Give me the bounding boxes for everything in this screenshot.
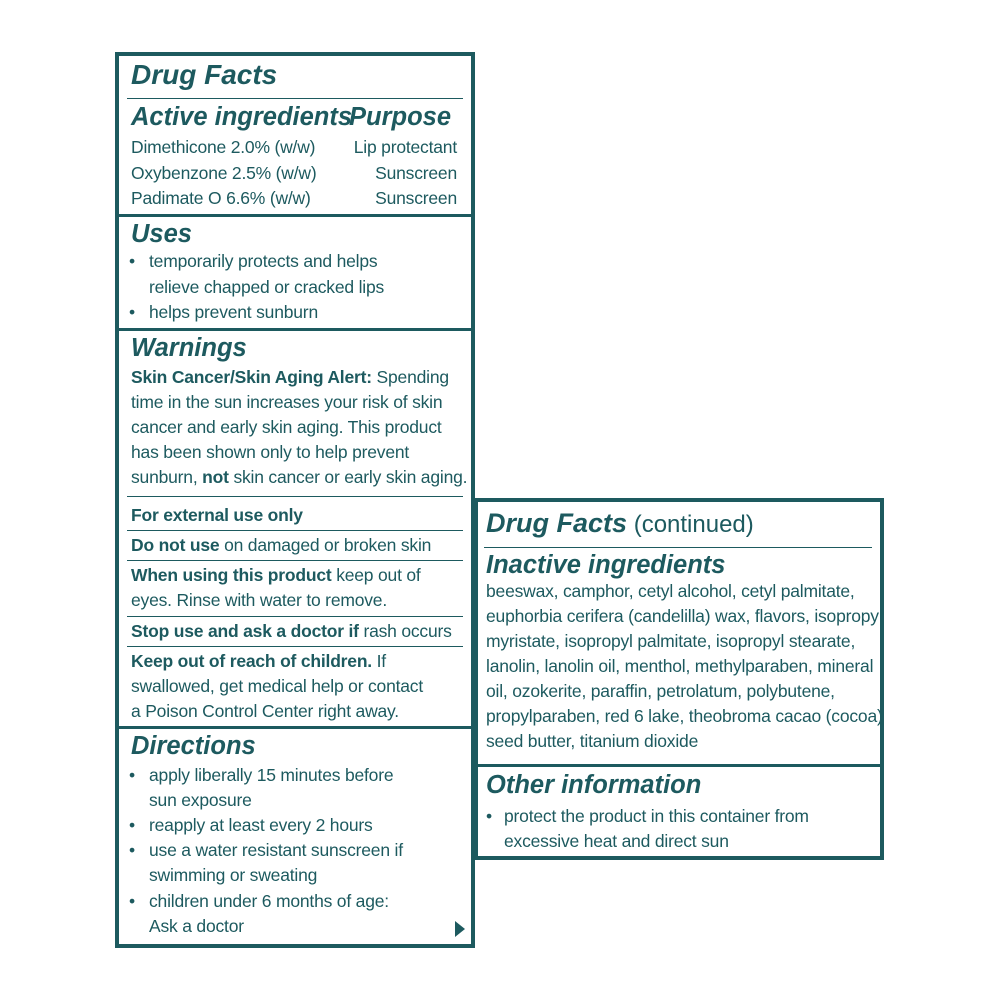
active-ingredient-3: Padimate O 6.6% (w/w) — [131, 188, 311, 208]
inactive-line-4: lanolin, lanolin oil, menthol, methylparaben, mineral — [486, 656, 874, 676]
keep-out-cont-1: swallowed, get medical help or contact — [131, 676, 424, 696]
other-information-heading: Other information — [486, 771, 702, 799]
direction-4: children under 6 months of age: — [149, 891, 389, 911]
inactive-line-7: seed butter, titanium dioxide — [486, 731, 699, 751]
divider — [127, 646, 463, 647]
direction-3-cont: swimming or sweating — [149, 865, 318, 885]
purpose-3: Sunscreen — [375, 188, 457, 208]
divider — [127, 496, 463, 497]
inactive-line-3: myristate, isopropyl palmitate, isopropyl stearate, — [486, 631, 856, 651]
other-info-item: protect the product in this container from — [504, 806, 809, 826]
divider — [127, 616, 463, 617]
bullet: • — [129, 251, 136, 271]
purpose-2: Sunscreen — [375, 163, 457, 183]
direction-1-cont: sun exposure — [149, 790, 252, 810]
direction-4-cont: Ask a doctor — [149, 916, 244, 936]
when-using: When using this product keep out of — [131, 565, 421, 585]
panel-title: Drug Facts — [131, 59, 278, 90]
inactive-ingredients-heading: Inactive ingredients — [486, 551, 726, 579]
alert-line-3: cancer and early skin aging. This product — [131, 417, 442, 437]
uses-item-1: temporarily protects and helps — [149, 251, 378, 271]
uses-heading: Uses — [131, 220, 192, 248]
bullet: • — [129, 840, 136, 860]
direction-3: use a water resistant sunscreen if — [149, 840, 403, 860]
directions-heading: Directions — [131, 732, 256, 760]
alert-line-4: has been shown only to help prevent — [131, 442, 410, 462]
keep-out-of-reach: Keep out of reach of children. If — [131, 651, 386, 671]
active-ingredient-2: Oxybenzone 2.5% (w/w) — [131, 163, 317, 183]
inactive-line-6: propylparaben, red 6 lake, theobroma cacao (cocoa) — [486, 706, 883, 726]
alert-line-2: time in the sun increases your risk of skin — [131, 392, 443, 412]
external-use-only: For external use only — [131, 505, 303, 525]
stop-use: Stop use and ask a doctor if rash occurs — [131, 621, 452, 641]
divider — [484, 547, 872, 548]
drug-facts-continued-panel — [474, 498, 884, 860]
inactive-line-1: beeswax, camphor, cetyl alcohol, cetyl palmitate, — [486, 581, 855, 601]
divider — [127, 530, 463, 531]
uses-item-1-cont: relieve chapped or cracked lips — [149, 277, 385, 297]
keep-out-cont-2: a Poison Control Center right away. — [131, 701, 399, 721]
other-info-item-cont: excessive heat and direct sun — [504, 831, 729, 851]
bullet: • — [486, 806, 493, 826]
bullet: • — [129, 891, 136, 911]
purpose-1: Lip protectant — [353, 137, 457, 157]
divider — [127, 98, 463, 99]
warnings-heading: Warnings — [131, 334, 247, 362]
section-divider — [478, 764, 880, 767]
inactive-line-5: oil, ozokerite, paraffin, petrolatum, polybutene, — [486, 681, 835, 701]
purpose-heading: Purpose — [349, 103, 452, 131]
divider — [127, 560, 463, 561]
panel-title: Drug Facts (continued) — [486, 508, 754, 538]
section-divider — [119, 726, 471, 729]
continue-arrow-icon — [455, 921, 465, 937]
bullet: • — [129, 765, 136, 785]
bullet: • — [129, 815, 136, 835]
alert-line-5: sunburn, not skin cancer or early skin aging. — [131, 467, 468, 487]
drug-facts-panel — [115, 52, 475, 948]
section-divider — [119, 214, 471, 217]
do-not-use: Do not use on damaged or broken skin — [131, 535, 432, 555]
inactive-line-2: euphorbia cerifera (candelilla) wax, flavors, isopropyl — [486, 606, 883, 626]
bullet: • — [129, 302, 136, 322]
skin-cancer-alert: Skin Cancer/Skin Aging Alert: Spending — [131, 367, 449, 387]
active-ingredient-1: Dimethicone 2.0% (w/w) — [131, 137, 316, 157]
active-ingredients-heading: Active ingredients — [131, 103, 353, 131]
section-divider — [119, 328, 471, 331]
uses-item-2: helps prevent sunburn — [149, 302, 318, 322]
when-using-cont: eyes. Rinse with water to remove. — [131, 590, 388, 610]
direction-2: reapply at least every 2 hours — [149, 815, 373, 835]
direction-1: apply liberally 15 minutes before — [149, 765, 394, 785]
